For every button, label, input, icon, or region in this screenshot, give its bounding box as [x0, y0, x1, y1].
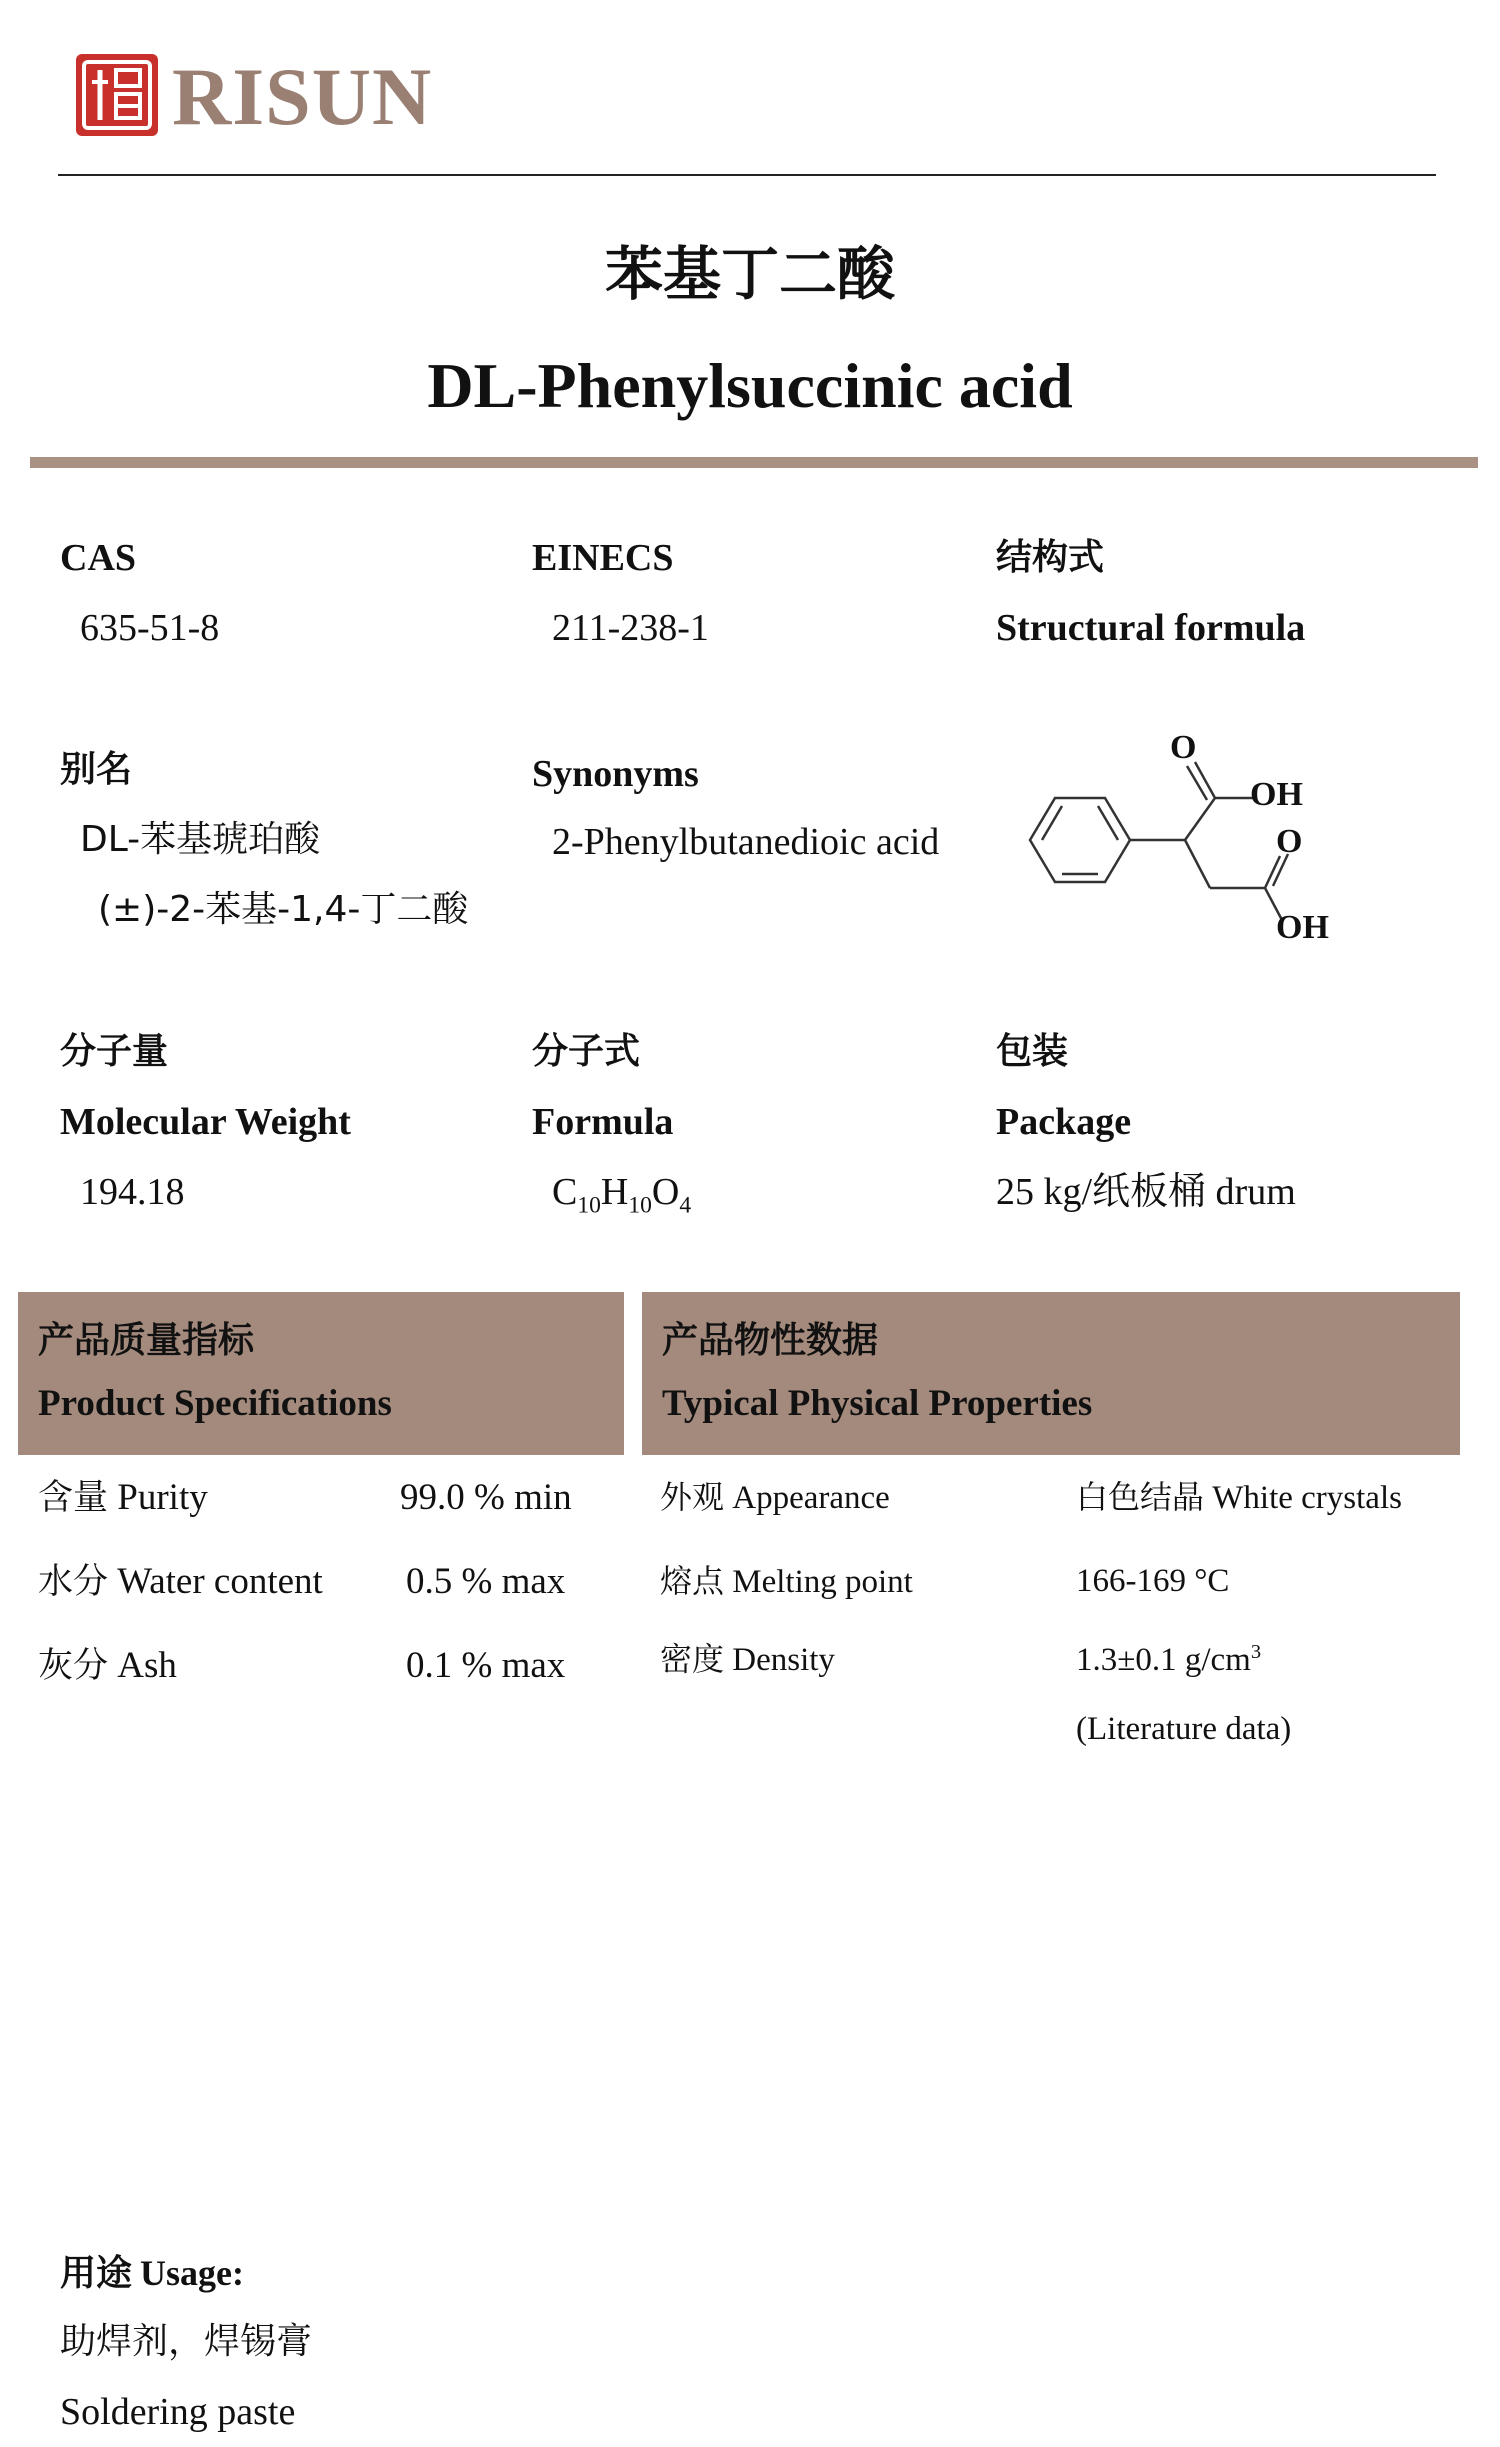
physical-row-name: 熔点 Melting point — [660, 1562, 913, 1600]
package-label-cn: 包装 — [996, 1031, 1069, 1072]
spec-row-name: 灰分 Ash — [38, 1645, 177, 1686]
physical-heading-cn: 产品物性数据 — [662, 1320, 879, 1361]
physical-heading-en: Typical Physical Properties — [662, 1383, 1093, 1424]
logo-glyph-icon — [76, 54, 158, 136]
spec-row-value: 99.0 % min — [400, 1477, 572, 1518]
product-title-cn: 苯基丁二酸 — [604, 240, 895, 308]
header-divider — [58, 174, 1436, 176]
logo-mark — [76, 54, 158, 136]
physical-row-name: 密度 Density — [660, 1640, 835, 1678]
physical-header — [642, 1292, 1460, 1455]
physical-row-name: 外观 Appearance — [660, 1478, 890, 1516]
einecs-value: 211-238-1 — [552, 607, 709, 649]
structure-label-cn: 结构式 — [996, 537, 1105, 578]
mw-label-cn: 分子量 — [60, 1031, 169, 1072]
einecs-label: EINECS — [532, 537, 674, 579]
atom-oh-top: OH — [1250, 776, 1303, 813]
cas-label: CAS — [60, 537, 137, 579]
spec-row-value: 0.5 % max — [406, 1561, 566, 1602]
atom-o-bottom: O — [1276, 823, 1303, 860]
package-label-en: Package — [996, 1101, 1132, 1143]
alias-label: 别名 — [60, 749, 133, 790]
spec-row-value: 0.1 % max — [406, 1645, 566, 1686]
usage-line-en: Soldering paste — [60, 2391, 296, 2433]
alias-value-2: (±)-2-苯基-1,4-丁二酸 — [98, 889, 469, 930]
literature-note: (Literature data) — [1076, 1711, 1292, 1747]
formula-label-cn: 分子式 — [532, 1031, 641, 1072]
structure-label-en: Structural formula — [996, 607, 1306, 649]
spec-row-name: 水分 Water content — [38, 1561, 323, 1602]
physical-row-value: 166-169 °C — [1076, 1563, 1230, 1599]
specifications-heading-en: Product Specifications — [38, 1383, 392, 1424]
usage-label: 用途 Usage: — [60, 2253, 244, 2294]
brand-name: RISUN — [172, 51, 433, 142]
title-divider — [30, 457, 1478, 468]
physical-row-value: 1.3±0.1 $g/cm^3$ — [1076, 1641, 1262, 1678]
synonyms-value: 2-Phenylbutanedioic acid — [552, 821, 940, 863]
atom-oh-bottom: OH — [1276, 909, 1329, 946]
usage-line-cn: 助焊剂，焊锡膏 — [60, 2321, 313, 2362]
atom-o-top: O — [1170, 729, 1197, 766]
package-value: 25 kg/纸板桶 drum — [996, 1171, 1296, 1213]
cas-value: 635-51-8 — [80, 607, 220, 649]
formula-label-en: Formula — [532, 1101, 674, 1143]
synonyms-label: Synonyms — [532, 753, 699, 795]
specifications-heading-cn: 产品质量指标 — [38, 1320, 255, 1361]
spec-row-name: 含量 Purity — [38, 1477, 208, 1518]
physical-row-value: 白色结晶 White crystals — [1076, 1478, 1402, 1516]
product-title-en: DL-Phenylsuccinic acid — [427, 350, 1073, 421]
alias-value-1: DL-苯基琥珀酸 — [80, 819, 321, 860]
specifications-header — [18, 1292, 624, 1455]
formula-value: $C_{10}H_{10}O_4$ — [552, 1171, 692, 1219]
mw-label-en: Molecular Weight — [60, 1101, 351, 1143]
mw-value: 194.18 — [80, 1171, 185, 1213]
